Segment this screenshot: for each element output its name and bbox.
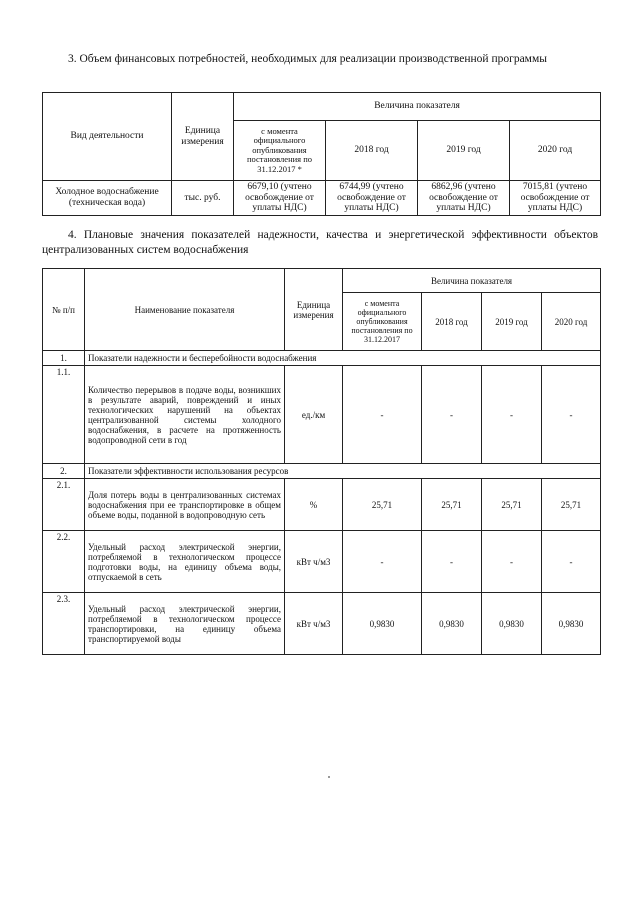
- period-header-2020: 2020 год: [510, 121, 601, 181]
- financial-needs-table: [42, 92, 601, 216]
- row-unit: кВт ч/м3: [285, 593, 343, 655]
- activity-cell: Холодное водоснабжение (техническая вода): [43, 181, 172, 216]
- table-row: [43, 531, 601, 593]
- row-value-2019: 25,71: [482, 479, 542, 531]
- row-num: 2.2.: [43, 531, 85, 593]
- row-value-2018: 0,9830: [422, 593, 482, 655]
- period-header-2020: 2020 год: [542, 293, 601, 351]
- period-header-2019: 2019 год: [482, 293, 542, 351]
- reliability-indicators-table: [42, 268, 601, 655]
- period-header-2017: с момента официального опубликования постановления по 31.12.2017: [343, 293, 422, 351]
- row-unit: кВт ч/м3: [285, 531, 343, 593]
- unit-cell: тыс. руб.: [172, 181, 234, 216]
- row-indicator-name: Количество перерывов в подаче воды, возникших в результате аварий, повреждений и иных технологических нарушений на объектах централизованной системы холодного водоснабжения, в расчете на протяженность водопроводной сети в год: [85, 366, 285, 464]
- scan-speck: [328, 776, 330, 778]
- row-value-2019: -: [482, 366, 542, 464]
- table-row: [43, 479, 601, 531]
- value-cell-2018: 6744,99 (учтено освобождение от уплаты НДС): [326, 181, 418, 216]
- col-num-header: № п/п: [43, 269, 85, 351]
- value-cell-2017: 6679,10 (учтено освобождение от уплаты НДС): [234, 181, 326, 216]
- row-indicator-name: Удельный расход электрической энергии, потребляемой в технологическом процессе подготовки воды, на единицу объема воды, отпускаемой в сеть: [85, 531, 285, 593]
- row-value-2017: 0,9830: [343, 593, 422, 655]
- row-unit: %: [285, 479, 343, 531]
- row-value-2020: 0,9830: [542, 593, 601, 655]
- table-row-group: [43, 351, 601, 366]
- table-row-group: [43, 464, 601, 479]
- section-3-heading: 3. Объем финансовых потребностей, необходимых для реализации производственной программы: [68, 53, 547, 65]
- row-num: 1.1.: [43, 366, 85, 464]
- row-value-2018: 25,71: [422, 479, 482, 531]
- section-4-heading: 4. Плановые значения показателей надежности, качества и энергетической эффективности объектов централизованных систем водоснабжения: [42, 229, 598, 256]
- period-header-2019: 2019 год: [418, 121, 510, 181]
- row-group-title: Показатели эффективности использования ресурсов: [85, 464, 601, 479]
- value-cell-2020: 7015,81 (учтено освобождение от уплаты НДС): [510, 181, 601, 216]
- row-value-2017: -: [343, 531, 422, 593]
- row-num: 2.3.: [43, 593, 85, 655]
- row-value-2017: -: [343, 366, 422, 464]
- row-value-2018: -: [422, 366, 482, 464]
- row-value-2019: -: [482, 531, 542, 593]
- row-num: 1.: [43, 351, 85, 366]
- row-indicator-name: Доля потерь воды в централизованных системах водоснабжения при ее транспортировке в общем объеме воды, поданной в водопроводную сеть: [85, 479, 285, 531]
- value-group-header: Величина показателя: [343, 269, 601, 293]
- row-value-2019: 0,9830: [482, 593, 542, 655]
- value-cell-2019: 6862,96 (учтено освобождение от уплаты НДС): [418, 181, 510, 216]
- value-group-header: Величина показателя: [234, 93, 601, 121]
- period-header-2018: 2018 год: [422, 293, 482, 351]
- row-group-title: Показатели надежности и бесперебойности водоснабжения: [85, 351, 601, 366]
- row-value-2017: 25,71: [343, 479, 422, 531]
- col-unit-header: Единица измерения: [172, 93, 234, 181]
- col-unit-header: Единица измерения: [285, 269, 343, 351]
- row-num: 2.1.: [43, 479, 85, 531]
- row-unit: ед./км: [285, 366, 343, 464]
- row-indicator-name: Удельный расход электрической энергии, потребляемой в технологическом процессе транспортировки, на единицу объема транспортируемой воды: [85, 593, 285, 655]
- row-value-2020: -: [542, 366, 601, 464]
- row-value-2020: 25,71: [542, 479, 601, 531]
- period-header-2018: 2018 год: [326, 121, 418, 181]
- row-num: 2.: [43, 464, 85, 479]
- col-activity-header: Вид деятельности: [43, 93, 172, 181]
- row-value-2020: -: [542, 531, 601, 593]
- table-row: [43, 593, 601, 655]
- row-value-2018: -: [422, 531, 482, 593]
- period-header-2017: с момента официального опубликования постановления по 31.12.2017 *: [234, 121, 326, 181]
- table-row: [43, 366, 601, 464]
- col-name-header: Наименование показателя: [85, 269, 285, 351]
